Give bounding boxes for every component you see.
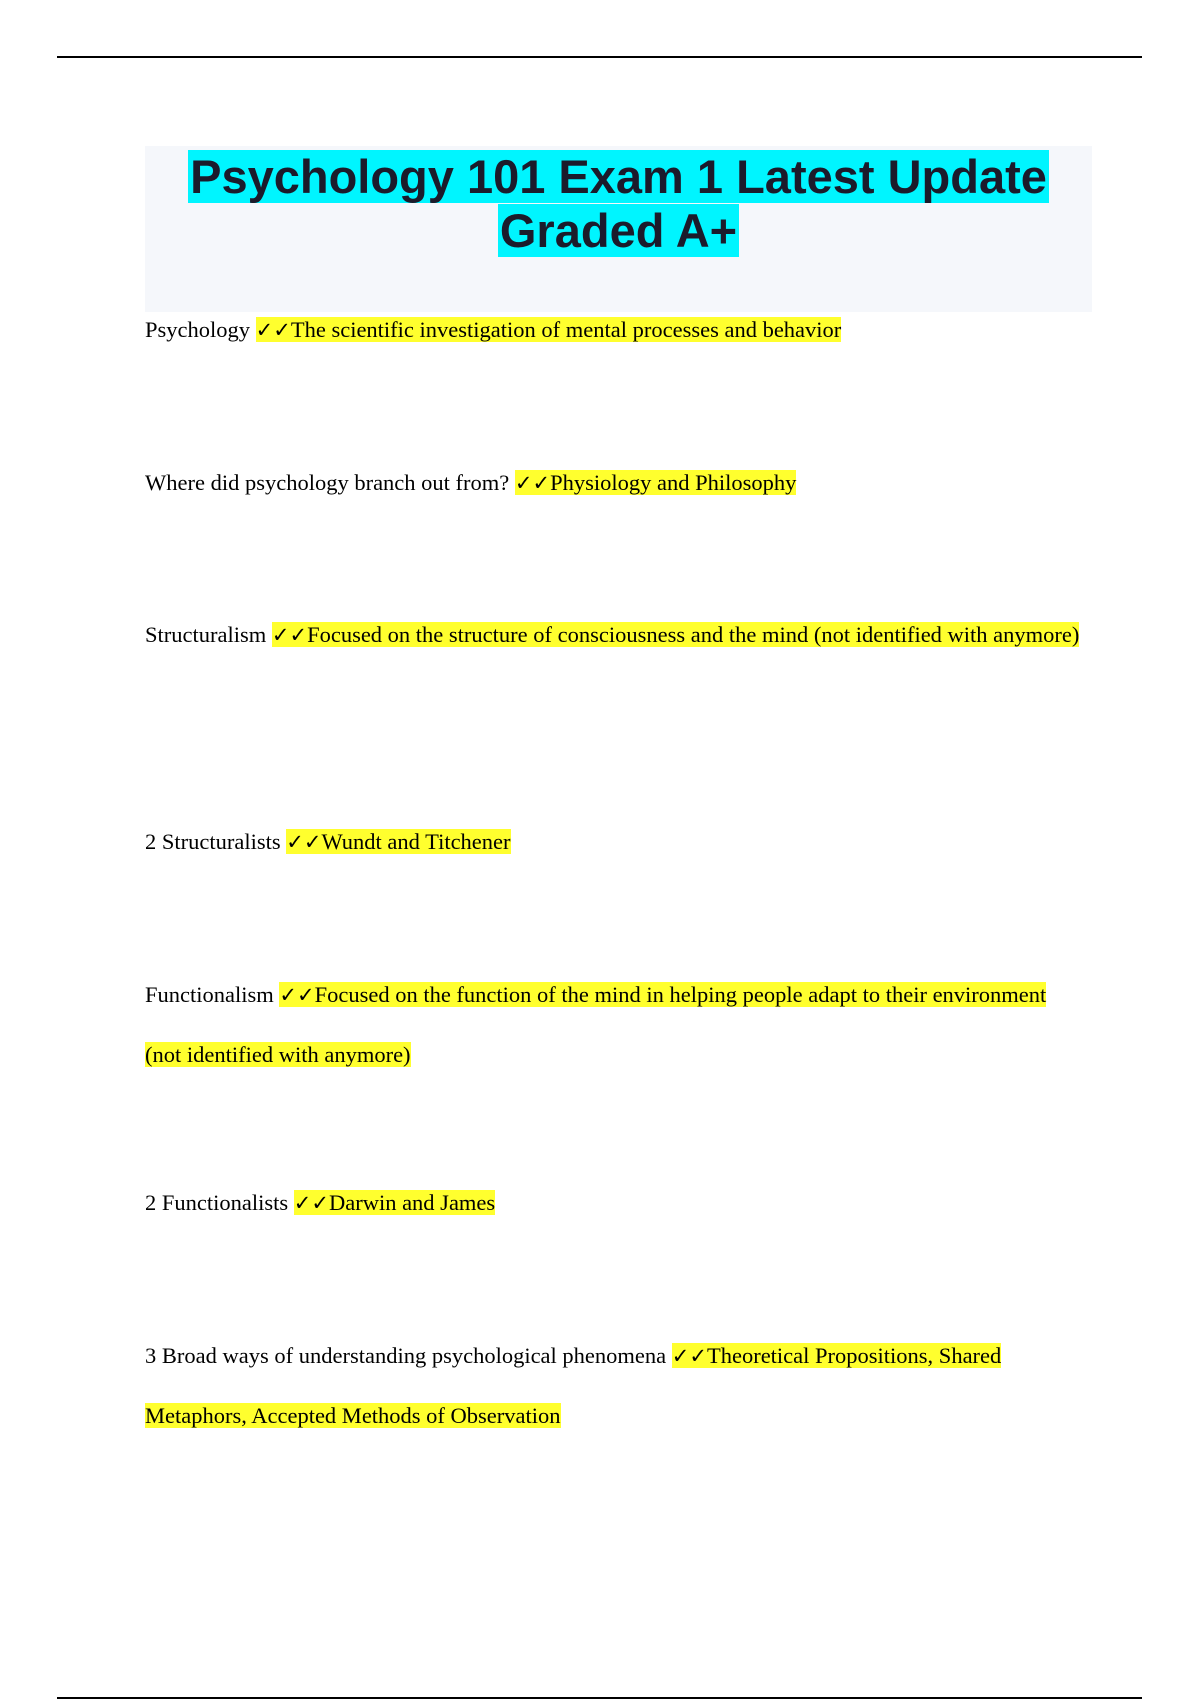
qa-answer: ✓✓Darwin and James: [293, 1190, 496, 1215]
qa-answer: ✓✓Focused on the function of the mind in helping people adapt to their environment (not identified with anymore): [145, 982, 1047, 1067]
qa-item-structuralism: [145, 605, 1085, 665]
qa-term: Where did psychology branch out from?: [145, 470, 510, 495]
qa-item-broad-ways: [145, 1326, 1085, 1446]
check-marks-icon: ✓✓: [279, 983, 315, 1007]
page-title: [145, 146, 1092, 258]
qa-answer: ✓✓Wundt and Titchener: [286, 829, 511, 854]
title-text: Psychology 101 Exam 1 Latest Update Graded A+: [190, 150, 1047, 257]
top-rule: [57, 56, 1142, 58]
qa-term: 2 Functionalists: [145, 1190, 289, 1215]
qa-item-functionalists: [145, 1173, 1085, 1233]
qa-answer: ✓✓Theoretical Propositions, Shared Metaphors, Accepted Methods of Observation: [145, 1343, 1002, 1428]
qa-item-branch-origin: [145, 453, 1085, 513]
check-marks-icon: ✓✓: [271, 623, 308, 647]
qa-item-psychology: [145, 300, 1085, 360]
qa-item-structuralists: [145, 812, 1085, 872]
qa-answer: ✓✓Physiology and Philosophy: [514, 470, 797, 495]
check-marks-icon: ✓✓: [671, 1344, 707, 1368]
qa-term: 2 Structuralists: [145, 829, 281, 854]
check-marks-icon: ✓✓: [293, 1191, 329, 1215]
check-marks-icon: ✓✓: [255, 318, 291, 342]
qa-item-functionalism: [145, 965, 1085, 1085]
qa-term: Functionalism: [145, 982, 274, 1007]
check-marks-icon: ✓✓: [514, 471, 551, 495]
bottom-rule: [57, 1697, 1142, 1699]
qa-answer: ✓✓Focused on the structure of consciousness and the mind (not identified with anymore): [271, 622, 1080, 647]
check-marks-icon: ✓✓: [286, 830, 322, 854]
title-banner: [145, 146, 1092, 312]
qa-term: Structuralism: [145, 622, 267, 647]
qa-term: Psychology: [145, 317, 251, 342]
qa-answer: ✓✓The scientific investigation of mental processes and behavior: [255, 317, 842, 342]
qa-term: 3 Broad ways of understanding psychological phenomena: [145, 1343, 667, 1368]
